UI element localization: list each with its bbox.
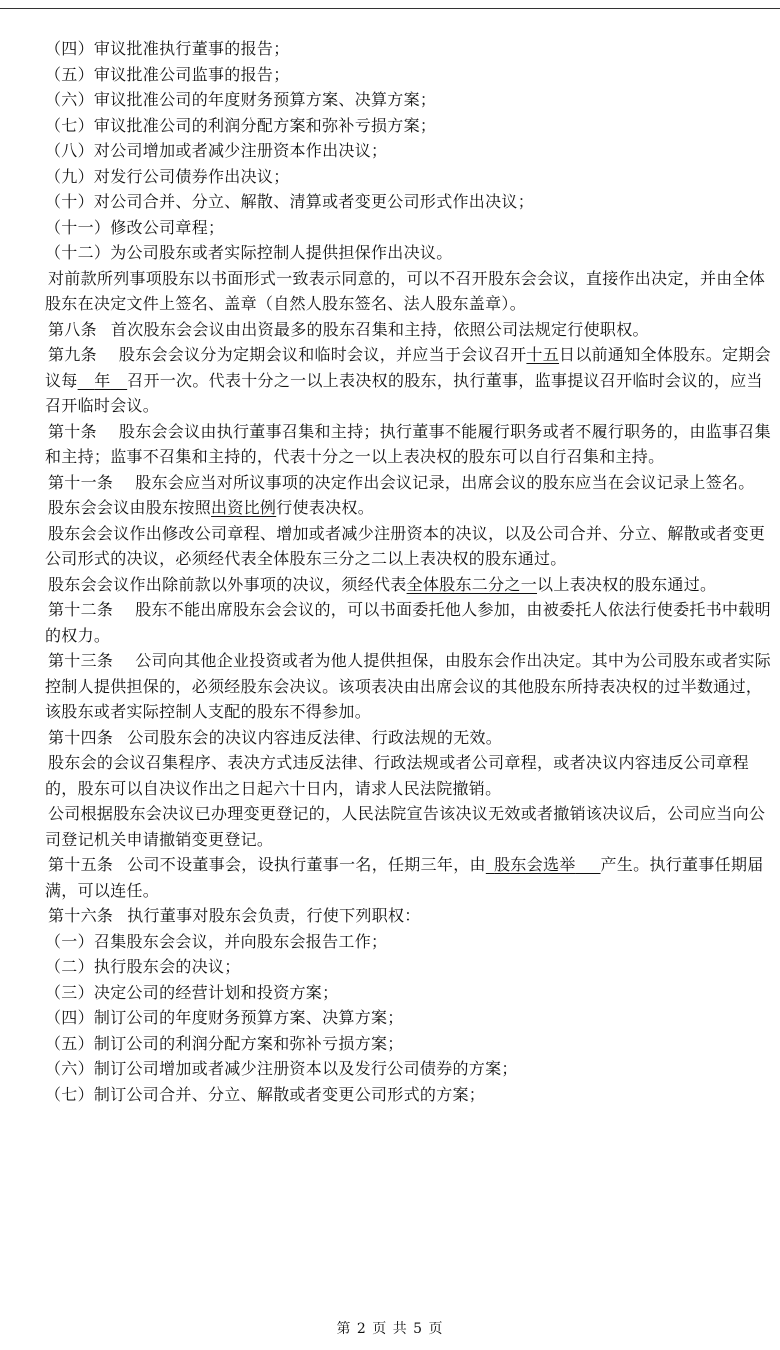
list-item: （六）审议批准公司的年度财务预算方案、决算方案； <box>45 90 437 109</box>
paragraph-voting: 股东会会议由股东按照出资比例行使表决权。 <box>48 498 375 517</box>
list-item: （八）对公司增加或者减少注册资本作出决议； <box>45 141 388 160</box>
article-title: 第八条 <box>48 319 97 339</box>
list-item: （四）审议批准执行董事的报告； <box>45 39 290 58</box>
article-text: 公司股东会的决议内容违反法律、行政法规的无效。 <box>127 727 503 747</box>
paragraph-written-consent: 对前款所列事项股东以书面形式一致表示同意的，可以不召开股东会会议，直接作出决定，并由全体股东在决定文件上签名、盖章（自然人股东签名、法人股东盖章）。 <box>45 268 766 313</box>
list-item: （五）审议批准公司监事的报告； <box>45 64 290 84</box>
article-title: 第十五条 <box>48 855 114 874</box>
article-9 <box>45 342 775 419</box>
period-field: 年 <box>94 370 111 390</box>
page-number: 第 2 页 共 5 页 <box>336 1321 444 1337</box>
article-title: 第十六条 <box>48 906 114 925</box>
article-12 <box>45 597 775 648</box>
article-text: 公司向其他企业投资或者为他人提供担保，由股东会作出决定。其中为公司股东或者实际控制人提供担保的，必须经股东会决议。该项表决由出席会议的其他股东所持表决权的过半数通过，该股东或者实际控制人支配的股东不得参加。 <box>45 651 771 721</box>
capital-ratio-field: 出资比例 <box>211 498 277 517</box>
article-title: 第十一条 <box>48 472 114 492</box>
article-text: 股东会会议分为定期会议和临时会议，并应当于会议召开 <box>118 345 527 364</box>
article-14 <box>45 725 775 751</box>
list-item: （一）召集股东会会议，并向股东会报告工作； <box>45 931 388 951</box>
list-item: （十）对公司合并、分立、解散、清算或者变更公司形式作出决议； <box>45 192 535 211</box>
list-item: （三）决定公司的经营计划和投资方案； <box>45 982 339 1002</box>
article-title: 第十条 <box>48 421 97 441</box>
list-item: （十二）为公司股东或者实际控制人提供担保作出决议。 <box>45 243 453 262</box>
article-10 <box>45 419 775 470</box>
majority-field: 全体股东二分之一 <box>406 574 538 594</box>
article-text: 执行董事对股东会负责，行使下列职权： <box>127 906 421 925</box>
article-title: 第九条 <box>48 345 97 364</box>
article-8 <box>45 317 775 343</box>
list-item: （十一）修改公司章程； <box>45 217 225 237</box>
article-text: 产生。执行董事任期届满，可以连任。 <box>45 855 764 900</box>
document-body <box>45 36 775 1107</box>
article-text: 日以前通知全体股东。定期会议每 <box>45 345 771 390</box>
article-text: 公司不设董事会，设执行董事一名，任期三年，由 <box>127 855 486 874</box>
list-item: （二）执行股东会的决议； <box>45 957 241 976</box>
list-item: （四）制订公司的年度财务预算方案、决算方案； <box>45 1008 404 1027</box>
article-title: 第十四条 <box>48 727 114 747</box>
paragraph-registration: 公司根据股东会决议已办理变更登记的，人民法院宣告该决议无效或者撤销该决议后，公司应当向公司登记机关申请撤销变更登记。 <box>45 804 766 849</box>
paragraph-special-resolution: 股东会会议作出修改公司章程、增加或者减少注册资本的决议，以及公司合并、分立、解散或者变更公司形式的决议，必须经代表全体股东三分之二以上表决权的股东通过。 <box>45 523 766 568</box>
paragraph-ordinary-resolution: 股东会会议作出除前款以外事项的决议，须经代表全体股东二分之一以上表决权的股东通过。 <box>48 574 717 594</box>
article-title: 第十二条 <box>48 600 114 619</box>
article-title: 第十三条 <box>48 651 114 670</box>
list-item: （七）制订公司合并、分立、解散或者变更公司形式的方案； <box>45 1084 486 1104</box>
article-15 <box>45 852 775 903</box>
article-13 <box>45 648 775 725</box>
list-item: （五）制订公司的利润分配方案和弥补亏损方案； <box>45 1033 404 1053</box>
list-item: （六）制订公司增加或者减少注册资本以及发行公司债券的方案； <box>45 1059 518 1078</box>
list-item: （九）对发行公司债券作出决议； <box>45 166 290 186</box>
paragraph-revocation: 股东会的会议召集程序、表决方式违反法律、行政法规或者公司章程，或者决议内容违反公司章程的，股东可以自决议作出之日起六十日内，请求人民法院撤销。 <box>45 753 749 798</box>
article-text: 首次股东会会议由出资最多的股东召集和主持，依照公司法规定行使职权。 <box>110 319 649 339</box>
article-16 <box>45 903 775 929</box>
election-field: 股东会选举 <box>494 855 576 874</box>
list-item: （七）审议批准公司的利润分配方案和弥补亏损方案； <box>45 115 437 135</box>
article-text: 股东不能出席股东会会议的，可以书面委托他人参加，由被委托人依法行使委托书中载明的权力。 <box>45 600 771 645</box>
article-text: 召开一次。代表十分之一以上表决权的股东，执行董事，监事提议召开临时会议的，应当召开临时会议。 <box>45 370 763 415</box>
article-text: 股东会应当对所议事项的决定作出会议记录，出席会议的股东应当在会议记录上签名。 <box>135 472 755 492</box>
article-11 <box>45 470 775 496</box>
notice-days-field: 十五 <box>526 345 560 364</box>
top-rule <box>0 8 780 9</box>
article-text: 股东会会议由执行董事召集和主持；执行董事不能履行职务或者不履行职务的，由监事召集和主持；监事不召集和主持的，代表十分之一以上表决权的股东可以自行召集和主持。 <box>45 421 771 466</box>
